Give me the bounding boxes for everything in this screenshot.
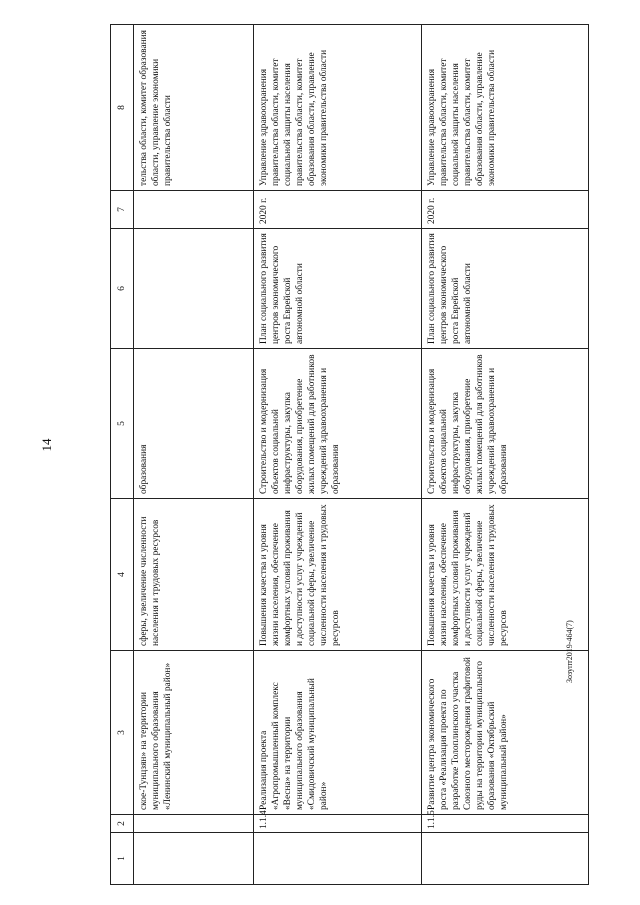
column-header: 1	[111, 833, 134, 885]
measures-table-wrapper	[110, 25, 581, 885]
measures-table	[110, 24, 589, 885]
table-cell	[254, 833, 422, 885]
table-cell	[134, 191, 254, 229]
document-code: Зозупт2019-464(7)	[565, 620, 574, 683]
table-cell	[134, 229, 254, 349]
table-row	[134, 25, 254, 885]
column-header: 8	[111, 25, 134, 191]
table-cell	[422, 833, 589, 885]
table-row	[422, 25, 589, 885]
table-cell: План социального развития центров экономического роста Еврейской автономной области	[254, 229, 422, 349]
table-cell: Строительство и модернизация объектов социальной инфраструктуры, закупка оборудования, приобретение жилых помещений для работников учреждений здравоохранения и образования	[254, 349, 422, 499]
table-header-row	[111, 25, 134, 885]
table-cell: Управление здравоохранения правительства области, комитет социальной защиты населения правительства области, комитет образования области, управление экономики правительства области	[254, 25, 422, 191]
table-cell: Управление здравоохранения правительства области, комитет социальной защиты населения правительства области, комитет образования области, управление экономики правительства области	[422, 25, 589, 191]
table-cell: ское-Тунцзян» на территории муниципального образования «Ленинский муниципальный район»	[134, 651, 254, 815]
item-number: 1.1.4	[254, 815, 422, 833]
table-cell: Повышения качества и уровня жизни населения, обеспечение комфортных условий проживания и доступности услуг учреждений социальной сферы, увеличение численности населения и трудовых ресурсов	[422, 499, 589, 651]
column-header: 5	[111, 349, 134, 499]
page-number: 14	[39, 438, 54, 452]
table-cell: Повышения качества и уровня жизни населения, обеспечение комфортных условий проживания и доступности услуг учреждений социальной сферы, увеличение численности населения и трудовых ресурсов	[254, 499, 422, 651]
column-header: 3	[111, 651, 134, 815]
table-cell: сферы, увеличение численности населения и трудовых ресурсов	[134, 499, 254, 651]
column-header: 4	[111, 499, 134, 651]
item-number: 1.1.5	[422, 815, 589, 833]
table-cell: Строительство и модернизация объектов социальной инфраструктуры, закупка оборудования, приобретение жилых помещений для работников учреждений здравоохранения и образования	[422, 349, 589, 499]
table-cell: Развитие центра экономического роста «Реализация проекта по разработке Толоплинского участка Союзного месторождения графитовой руды на территории муниципального образования «Октябрьский муниципальный район»	[422, 651, 589, 815]
table-row	[254, 25, 422, 885]
column-header: 7	[111, 191, 134, 229]
table-cell: тельства области, комитет образования области, управление экономики правительства области	[134, 25, 254, 191]
column-header: 6	[111, 229, 134, 349]
table-cell: Реализация проекта «Агропромышленный комплекс «Весна» на территории муниципального образования «Смидовичский муниципальный район»	[254, 651, 422, 815]
table-cell: 2020 г.	[422, 191, 589, 229]
column-header: 2	[111, 815, 134, 833]
table-cell: План социального развития центров экономического роста Еврейской автономной области	[422, 229, 589, 349]
table-cell	[134, 833, 254, 885]
table-cell: образования	[134, 349, 254, 499]
table-cell: 2020 г.	[254, 191, 422, 229]
table-cell	[134, 815, 254, 833]
